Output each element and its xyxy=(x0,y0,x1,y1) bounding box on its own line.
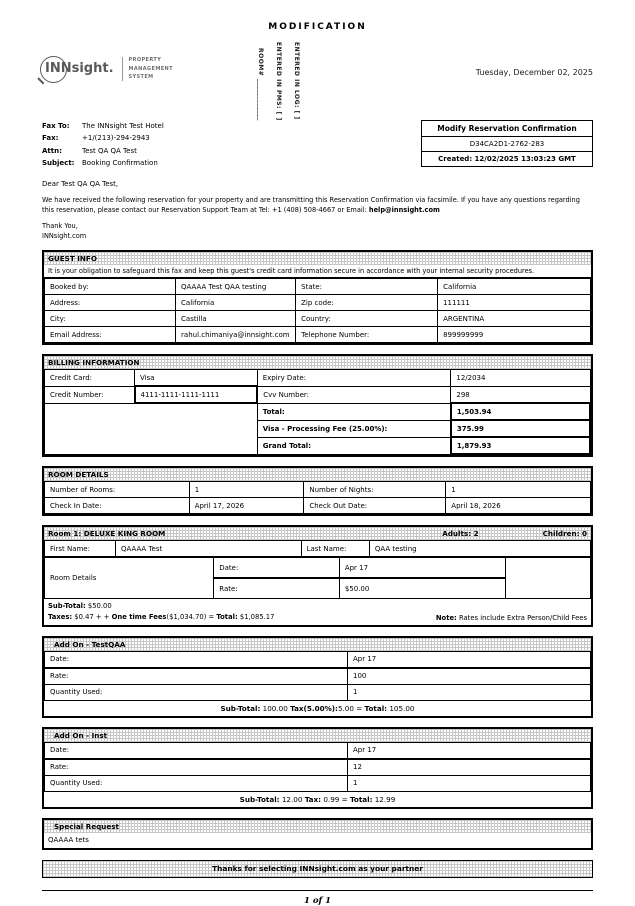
thanks-footer-text: Thanks for selecting INNsight.com as your partner xyxy=(212,864,423,874)
country-label: Country: xyxy=(296,311,438,327)
telephone-label: Telephone Number: xyxy=(296,327,438,343)
room-details-section xyxy=(42,466,593,516)
expiry-date-label: Expiry Date: xyxy=(257,370,451,387)
check-in-label: Check In Date: xyxy=(45,498,190,514)
letter-body xyxy=(42,179,593,241)
booked-by-value: QAAAA Test QAA testing xyxy=(176,279,296,295)
room-details-header-label: ROOM DETAILS xyxy=(48,470,109,480)
fax-value: +1/(213)-294-2943 xyxy=(82,134,150,143)
check-out-label: Check Out Date: xyxy=(304,498,446,514)
billing-empty-cell xyxy=(45,403,258,454)
magnifier-circle-icon xyxy=(40,56,67,83)
table-row xyxy=(45,759,591,776)
billing-info-header xyxy=(44,356,591,369)
fax-to-label: Fax To: xyxy=(42,122,70,130)
letter-paragraph: We have received the following reservation for your property and are transmitting this Reservation Confirmation via facsimile. If you have any questions regarding this reservation, please contact our Reservation Support Team at Tel: +1 (408) 508-4667 or Email: help@innsight.com xyxy=(42,196,580,214)
document-date: Tuesday, December 02, 2025 xyxy=(475,68,593,77)
room-number-blank: ROOM# ____________ xyxy=(257,48,264,121)
table-row xyxy=(45,295,591,311)
addon-rate-label: Rate: xyxy=(45,668,348,685)
addon-rate-label: Rate: xyxy=(45,759,348,776)
special-request-value: QAAAA tets xyxy=(48,835,89,844)
logo-divider xyxy=(122,57,123,81)
page-number: 1 of 1 xyxy=(303,895,332,906)
room-date-value: Apr 17 xyxy=(339,558,506,579)
country-value: ARGENTINA xyxy=(438,311,591,327)
credit-card-label: Credit Card: xyxy=(45,370,135,387)
addon-date-label: Date: xyxy=(45,651,348,668)
address-label: Address: xyxy=(45,295,176,311)
addon-date-value: Apr 17 xyxy=(348,651,591,668)
addon2-section xyxy=(42,727,593,809)
credit-card-value: Visa xyxy=(135,370,258,387)
addon-quantity-value: 1 xyxy=(348,684,591,700)
letter-signature: INNsight.com xyxy=(42,231,87,240)
email-label: Email Address: xyxy=(45,327,176,343)
expiry-date-value: 12/2034 xyxy=(451,370,590,387)
special-request-header-label: Special Request xyxy=(54,821,119,831)
addon-date-value: Apr 17 xyxy=(348,742,591,759)
room-details-header xyxy=(44,468,591,481)
check-in-value: April 17, 2026 xyxy=(189,498,304,514)
num-nights-value: 1 xyxy=(446,482,591,498)
table-row xyxy=(45,386,591,403)
table-row xyxy=(45,370,591,387)
address-value: California xyxy=(176,295,296,311)
fax-number-row xyxy=(42,132,164,144)
table-row xyxy=(45,558,591,579)
room1-subtotal-row xyxy=(44,599,591,624)
addon-rate-value: 100 xyxy=(348,668,591,685)
first-name-label: First Name: xyxy=(45,541,116,557)
fax-to-row xyxy=(42,120,164,132)
credit-number-value: 4111-1111-1111-1111 xyxy=(135,386,258,403)
table-row xyxy=(45,279,591,295)
billing-info-section xyxy=(42,354,593,457)
grand-total-value: 1,879.93 xyxy=(451,437,590,454)
booked-by-label: Booked by: xyxy=(45,279,176,295)
addon2-summary: Sub-Total: 12.00 Tax: 0.99 = Total: 12.99 xyxy=(239,794,396,804)
special-request-section xyxy=(42,818,593,850)
table-row xyxy=(45,482,591,498)
addon2-table xyxy=(44,742,591,792)
room1-taxes-line: Taxes: $0.47 + + One time Fees($1,034.70) = Total: $1,085.17 xyxy=(48,612,275,621)
addon-quantity-label: Quantity Used: xyxy=(45,684,348,700)
room-details-table xyxy=(44,481,591,514)
email-value: rahul.chimaniya@innsight.com xyxy=(176,327,296,343)
addon2-header-label: Add On - Inst xyxy=(54,730,108,740)
num-rooms-label: Number of Rooms: xyxy=(45,482,190,498)
confirmation-title: Modify Reservation Confirmation xyxy=(422,121,592,137)
room-rate-value: $50.00 xyxy=(339,578,506,599)
room1-rate-table xyxy=(44,557,591,599)
thanks-footer-bar xyxy=(42,860,593,878)
attn-value: Test QA QA Test xyxy=(82,146,137,155)
room1-name-table xyxy=(44,540,591,557)
table-row xyxy=(45,311,591,327)
processing-fee-value: 375.99 xyxy=(451,420,590,437)
guest-info-note: It is your obligation to safeguard this fax and keep this guest's credit card information secure in accordance with your internal security procedures. xyxy=(44,265,591,278)
table-row xyxy=(45,742,591,759)
fax-info-row xyxy=(42,120,593,169)
addon1-table xyxy=(44,651,591,701)
room1-section xyxy=(42,525,593,626)
attn-row xyxy=(42,145,164,157)
guest-info-table xyxy=(44,278,591,343)
zip-value: 111111 xyxy=(438,295,591,311)
tagline-line: PROPERTY xyxy=(128,57,162,63)
entry-stamp-block xyxy=(257,42,300,121)
fax-recipient-block xyxy=(42,120,164,169)
room1-note-line: Note: Rates include Extra Person/Child Fees xyxy=(435,613,587,622)
cvv-label: Cvv Number: xyxy=(257,386,451,403)
state-value: California xyxy=(438,279,591,295)
addon2-header xyxy=(44,729,591,742)
letter-greeting: Dear Test QA QA Test, xyxy=(42,180,119,188)
attn-label: Attn: xyxy=(42,146,62,155)
zip-label: Zip code: xyxy=(296,295,438,311)
first-name-value: QAAAA Test xyxy=(115,541,301,557)
subject-row xyxy=(42,157,164,169)
room1-children: Children: 0 xyxy=(542,529,587,539)
last-name-value: QAA testing xyxy=(369,541,590,557)
tagline-line: SYSTEM xyxy=(128,74,154,80)
innsight-logo xyxy=(42,56,173,82)
processing-fee-label: Visa - Processing Fee (25.00%): xyxy=(257,420,451,437)
num-nights-label: Number of Nights: xyxy=(304,482,446,498)
room-date-label: Date: xyxy=(214,558,340,579)
table-row xyxy=(45,327,591,343)
room1-subtotal-line: Sub-Total: $50.00 xyxy=(48,602,112,611)
letter-closing: Thank You, xyxy=(42,222,78,231)
confirmation-created: Created: 12/02/2025 13:03:23 GMT xyxy=(438,155,576,163)
billing-info-header-label: BILLING INFORMATION xyxy=(48,358,140,368)
addon-quantity-label: Quantity Used: xyxy=(45,775,348,791)
city-label: City: xyxy=(45,311,176,327)
room-rate-label: Rate: xyxy=(214,578,340,599)
grand-total-label: Grand Total: xyxy=(257,437,451,454)
guest-info-header xyxy=(44,252,591,265)
room-details-cell-label: Room Details xyxy=(45,558,214,599)
room1-title: Room 1: DELUXE KING ROOM xyxy=(48,529,166,539)
table-row xyxy=(45,668,591,685)
addon1-header xyxy=(44,638,591,651)
addon-date-label: Date: xyxy=(45,742,348,759)
table-row xyxy=(45,403,591,420)
room1-adults: Adults: 2 xyxy=(442,529,479,539)
addon-quantity-value: 1 xyxy=(348,775,591,791)
room1-header xyxy=(44,527,591,540)
logo-text-inn: INN xyxy=(45,61,72,77)
entered-in-pms-checkbox-label: ENTERED IN PMS: [ ] xyxy=(275,42,282,121)
table-row xyxy=(45,684,591,700)
fax-label: Fax: xyxy=(42,134,59,143)
special-request-header xyxy=(44,820,591,833)
addon1-summary: Sub-Total: 100.00 Tax(5.00%):5.00 = Total: 105.00 xyxy=(220,703,415,713)
room1-empty-cell xyxy=(506,558,591,599)
telephone-value: 899999999 xyxy=(438,327,591,343)
table-row xyxy=(45,541,591,557)
addon1-section xyxy=(42,636,593,718)
addon-rate-value: 12 xyxy=(348,759,591,776)
num-rooms-value: 1 xyxy=(189,482,304,498)
credit-number-label: Credit Number: xyxy=(45,386,135,403)
entered-in-log-checkbox-label: ENTERED IN LOG: [ ] xyxy=(293,42,300,120)
guest-info-header-label: GUEST INFO xyxy=(48,254,97,264)
subject-value: Booking Confirmation xyxy=(82,158,158,167)
guest-info-section xyxy=(42,250,593,345)
table-row xyxy=(45,498,591,514)
city-value: Castilla xyxy=(176,311,296,327)
table-row xyxy=(45,775,591,791)
state-label: State: xyxy=(296,279,438,295)
last-name-label: Last Name: xyxy=(301,541,369,557)
check-out-value: April 18, 2026 xyxy=(446,498,591,514)
table-row xyxy=(45,651,591,668)
confirmation-box xyxy=(421,120,593,167)
cvv-value: 298 xyxy=(451,386,590,403)
logo-tagline xyxy=(129,56,173,82)
billing-info-table xyxy=(44,369,591,455)
logo-text-sight: sight. xyxy=(71,61,114,77)
tagline-line: MANAGEMENT xyxy=(128,65,173,72)
page-number-footer xyxy=(42,890,593,906)
fax-to-value: The INNsight Test Hotel xyxy=(82,122,164,130)
confirmation-number: D34CA2D1-2762-283 xyxy=(422,137,592,152)
document-header xyxy=(42,42,593,121)
innsight-logo-mark xyxy=(42,61,114,76)
total-value: 1,503.94 xyxy=(451,403,590,420)
addon1-header-label: Add On - TestQAA xyxy=(54,639,126,649)
total-label: Total: xyxy=(257,403,451,420)
document-title: MODIFICATION xyxy=(268,22,367,32)
subject-label: Subject: xyxy=(42,158,75,167)
